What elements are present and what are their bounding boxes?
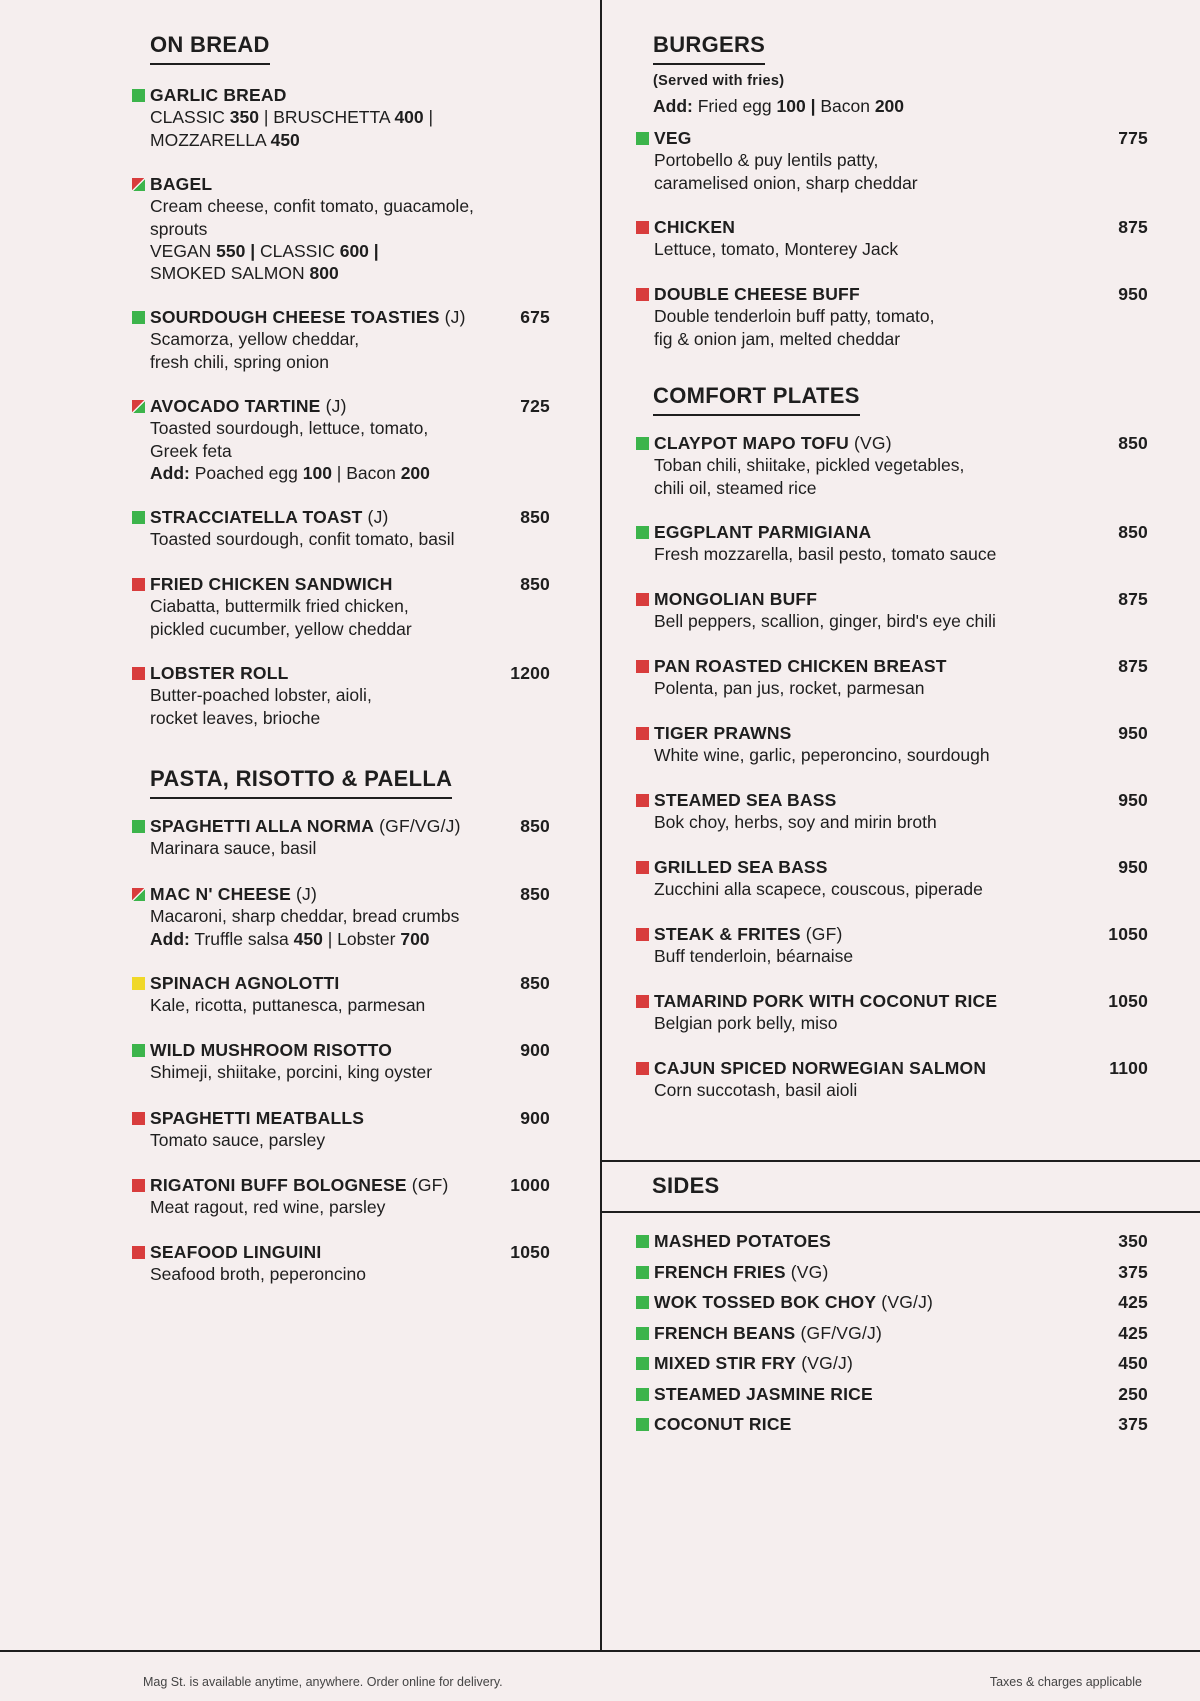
diet-marker-icon: [636, 794, 649, 807]
item-description-line: [150, 618, 550, 640]
burgers-add-price-2: 200: [874, 96, 905, 116]
item-name: CLAYPOT MAPO TOFU: [654, 433, 849, 453]
heading-on-bread: ON BREAD: [150, 32, 270, 65]
item-name: SPAGHETTI ALLA NORMA: [150, 816, 375, 836]
footer-left-text: Mag St. is available anytime, anywhere. Order online for delivery.: [143, 1675, 503, 1689]
heading-comfort-plates: COMFORT PLATES: [653, 383, 860, 416]
item-diet-tag: (VG): [785, 1261, 829, 1282]
item-name-row: [150, 883, 550, 905]
menu-item-mongolian-buff: [654, 588, 1148, 633]
item-price: 250: [1118, 1383, 1148, 1404]
diet-marker-icon: [636, 221, 649, 234]
item-description-line: [150, 106, 550, 128]
description-segment: Polenta, pan jus, rocket, parmesan: [654, 678, 925, 699]
description-segment: Kale, ricotta, puttanesca, parmesan: [150, 995, 426, 1016]
description-segment: Bell peppers, scallion, ginger, bird's eye chili: [654, 611, 996, 632]
description-segment: rocket leaves, brioche: [150, 707, 321, 728]
description-segment: Bok choy, herbs, soy and mirin broth: [654, 812, 937, 833]
menu-item-mac-n-cheese: [150, 883, 550, 950]
description-segment: Cream cheese, confit tomato, guacamole,: [150, 196, 474, 217]
item-name-row: [654, 432, 1148, 454]
item-diet-tag: (GF/VG/J): [795, 1322, 883, 1343]
diet-marker-icon: [132, 667, 145, 680]
menu-item-sourdough-cheese-toasties: [150, 306, 550, 373]
description-segment: Belgian pork belly, miso: [654, 1013, 838, 1034]
description-segment: Tomato sauce, parsley: [150, 1130, 326, 1151]
item-name: STEAMED JASMINE RICE: [654, 1383, 873, 1404]
description-segment: SMOKED SALMON: [150, 263, 310, 284]
description-segment: Seafood broth, peperoncino: [150, 1264, 366, 1285]
item-price: 850: [520, 574, 550, 594]
burgers-add-text-2: Bacon: [820, 96, 875, 116]
item-price: 900: [520, 1108, 550, 1128]
diet-marker-icon: [132, 977, 145, 990]
description-segment: |: [245, 240, 260, 261]
item-price: 900: [520, 1040, 550, 1060]
item-price: 850: [520, 973, 550, 993]
description-segment: 100: [302, 462, 332, 483]
item-diet-tag: (GF): [406, 1175, 449, 1195]
item-diet-tag: (J): [362, 507, 389, 527]
burgers-add-line: [653, 96, 904, 117]
item-description-line: [654, 811, 1148, 833]
item-name-row: [654, 1261, 1148, 1283]
item-price: 875: [1118, 656, 1148, 676]
menu-item-steak-frites: [654, 923, 1148, 968]
description-segment: Corn succotash, basil aioli: [654, 1080, 858, 1101]
item-name: EGGPLANT PARMIGIANA: [654, 522, 872, 542]
menu-item-steamed-jasmine-rice: [654, 1383, 1148, 1405]
item-name-row: [654, 1230, 1148, 1252]
description-segment: 450: [270, 129, 300, 150]
description-segment: |: [423, 107, 434, 128]
diet-marker-icon: [636, 526, 649, 539]
item-price: 725: [520, 396, 550, 416]
burgers-add-text-1: Fried egg: [692, 96, 777, 116]
diet-marker-icon: [636, 1327, 649, 1340]
item-diet-tag: (J): [439, 307, 466, 327]
item-name-row: [150, 84, 550, 106]
item-description-line: [654, 610, 1148, 632]
diet-marker-icon: [132, 400, 145, 413]
item-diet-tag: (GF): [800, 924, 843, 944]
item-name: WOK TOSSED BOK CHOY: [654, 1292, 877, 1312]
item-name-row: [654, 1291, 1148, 1313]
item-description-line: [150, 440, 550, 462]
diet-marker-icon: [636, 437, 649, 450]
item-name: SEAFOOD LINGUINI: [150, 1242, 322, 1262]
column-divider: [600, 0, 602, 1650]
item-price: 850: [520, 507, 550, 527]
item-description-line: [150, 328, 550, 350]
item-description-line: [654, 1079, 1148, 1101]
burgers-add-sep: |: [805, 96, 821, 116]
menu-item-french-beans: [654, 1322, 1148, 1344]
item-name: FRENCH BEANS: [654, 1322, 796, 1343]
item-name-row: [150, 662, 550, 684]
description-segment: Portobello & puy lentils patty,: [654, 150, 879, 171]
description-segment: Zucchini alla scapece, couscous, piperade: [654, 879, 983, 900]
menu-item-seafood-linguini: [150, 1241, 550, 1286]
item-description-line: [150, 928, 550, 950]
item-description-line: [654, 543, 1148, 565]
description-segment: Shimeji, shiitake, porcini, king oyster: [150, 1062, 433, 1083]
description-segment: Fresh mozzarella, basil pesto, tomato sauce: [654, 544, 997, 565]
heading-burgers: BURGERS: [653, 32, 765, 65]
item-description-line: [150, 351, 550, 373]
item-name-row: [654, 856, 1148, 878]
diet-marker-icon: [132, 888, 145, 901]
sides-bottom-divider: [601, 1211, 1200, 1213]
item-description-line: [150, 240, 550, 262]
description-segment: chili oil, steamed rice: [654, 477, 817, 498]
description-segment: 700: [400, 928, 430, 949]
item-description-line: [654, 477, 1148, 499]
item-name-row: [654, 283, 1148, 305]
footer-divider: [0, 1650, 1200, 1652]
item-name-row: [150, 972, 550, 994]
diet-marker-icon: [132, 820, 145, 833]
diet-marker-icon: [636, 995, 649, 1008]
diet-marker-icon: [132, 311, 145, 324]
item-name: COCONUT RICE: [654, 1414, 792, 1434]
item-name-row: [150, 395, 550, 417]
item-name-row: [654, 722, 1148, 744]
item-name: STRACCIATELLA TOAST: [150, 507, 363, 527]
item-name-row: [654, 127, 1148, 149]
item-price: 875: [1118, 217, 1148, 237]
description-segment: Toasted sourdough, lettuce, tomato,: [150, 418, 429, 439]
item-description-line: [654, 1012, 1148, 1034]
description-segment: Macaroni, sharp cheddar, bread crumbs: [150, 906, 460, 927]
item-description-line: [654, 945, 1148, 967]
diet-marker-icon: [132, 1179, 145, 1192]
diet-marker-icon: [636, 727, 649, 740]
item-description-line: [150, 195, 550, 217]
diet-marker-icon: [132, 578, 145, 591]
item-name: FRENCH FRIES: [654, 1261, 786, 1282]
item-description-line: [150, 707, 550, 729]
item-name-row: [654, 588, 1148, 610]
item-description-line: [150, 1196, 550, 1218]
item-name: WILD MUSHROOM RISOTTO: [150, 1040, 393, 1060]
item-name-row: [150, 1039, 550, 1061]
description-segment: Buff tenderloin, béarnaise: [654, 946, 854, 967]
menu-item-eggplant-parmigiana: [654, 521, 1148, 566]
menu-item-rigatoni-buff-bolognese: [150, 1174, 550, 1219]
description-segment: Double tenderloin buff patty, tomato,: [654, 306, 935, 327]
item-diet-tag: (VG): [848, 433, 892, 453]
menu-item-mixed-stir-fry: [654, 1352, 1148, 1374]
description-segment: MOZZARELLA: [150, 129, 271, 150]
item-diet-tag: (J): [320, 396, 347, 416]
item-name-row: [150, 1107, 550, 1129]
description-segment: White wine, garlic, peperoncino, sourdough: [654, 745, 990, 766]
description-segment: fresh chili, spring onion: [150, 351, 329, 372]
item-diet-tag: (J): [290, 884, 318, 904]
diet-marker-icon: [636, 593, 649, 606]
item-name: GRILLED SEA BASS: [654, 857, 828, 877]
item-price: 375: [1118, 1261, 1148, 1282]
item-name-row: [150, 1174, 550, 1196]
description-segment: Lettuce, tomato, Monterey Jack: [654, 239, 899, 260]
description-segment: Meat ragout, red wine, parsley: [150, 1197, 386, 1218]
menu-item-wild-mushroom-risotto: [150, 1039, 550, 1084]
description-segment: pickled cucumber, yellow cheddar: [150, 618, 412, 639]
item-price: 675: [520, 307, 550, 327]
diet-marker-icon: [636, 1357, 649, 1370]
heading-pasta: PASTA, RISOTTO & PAELLA: [150, 766, 452, 799]
item-name-row: [654, 216, 1148, 238]
burgers-add-label: Add:: [653, 96, 693, 116]
diet-marker-icon: [636, 288, 649, 301]
item-name: CHICKEN: [654, 217, 736, 237]
menu-item-bagel: [150, 173, 550, 284]
menu-item-garlic-bread: [150, 84, 550, 151]
diet-marker-icon: [132, 1246, 145, 1259]
footer-right-text: Taxes & charges applicable: [989, 1675, 1142, 1689]
description-segment: fig & onion jam, melted cheddar: [654, 328, 901, 349]
menu-item-steamed-sea-bass: [654, 789, 1148, 834]
item-name: AVOCADO TARTINE: [150, 396, 321, 416]
item-price: 375: [1118, 1414, 1148, 1434]
description-segment: CLASSIC: [150, 107, 230, 128]
item-name: LOBSTER ROLL: [150, 663, 289, 683]
description-segment: Truffle salsa: [189, 928, 294, 949]
item-description-line: [150, 684, 550, 706]
item-description-line: [150, 262, 550, 284]
diet-marker-icon: [636, 1418, 649, 1431]
description-segment: 200: [400, 462, 430, 483]
item-description-line: [150, 837, 550, 859]
item-name: CAJUN SPICED NORWEGIAN SALMON: [654, 1058, 987, 1078]
item-description-line: [654, 677, 1148, 699]
item-name: DOUBLE CHEESE BUFF: [654, 284, 860, 304]
item-price: 950: [1118, 723, 1148, 743]
item-name: MONGOLIAN BUFF: [654, 589, 818, 609]
menu-item-tamarind-pork-with-coconut-rice: [654, 990, 1148, 1035]
item-diet-tag: (VG/J): [796, 1353, 853, 1373]
diet-marker-icon: [132, 1112, 145, 1125]
item-name: MASHED POTATOES: [654, 1231, 832, 1251]
item-name: SPINACH AGNOLOTTI: [150, 973, 340, 993]
item-price: 850: [1118, 433, 1148, 453]
menu-item-spinach-agnolotti: [150, 972, 550, 1017]
diet-marker-icon: [636, 1388, 649, 1401]
description-segment: Add:: [150, 928, 190, 949]
menu-item-double-cheese-buff: [654, 283, 1148, 350]
item-price: 875: [1118, 589, 1148, 609]
item-price: 950: [1118, 284, 1148, 304]
menu-item-cajun-spiced-norwegian-salmon: [654, 1057, 1148, 1102]
menu-item-chicken: [654, 216, 1148, 261]
item-price: 1050: [1108, 924, 1148, 944]
diet-marker-icon: [636, 1296, 649, 1309]
item-price: 775: [1118, 128, 1148, 148]
item-name: FRIED CHICKEN SANDWICH: [150, 574, 393, 594]
item-name: BAGEL: [150, 174, 213, 194]
description-segment: Butter-poached lobster, aioli,: [150, 685, 372, 706]
item-description-line: [654, 149, 1148, 171]
item-description-line: [654, 238, 1148, 260]
description-segment: |: [368, 240, 379, 261]
item-name: PAN ROASTED CHICKEN BREAST: [654, 656, 947, 676]
diet-marker-icon: [132, 1044, 145, 1057]
menu-item-tiger-prawns: [654, 722, 1148, 767]
description-segment: Toban chili, shiitake, pickled vegetables,: [654, 455, 965, 476]
diet-marker-icon: [132, 511, 145, 524]
item-name: STEAMED SEA BASS: [654, 790, 837, 810]
description-segment: 600: [339, 240, 369, 261]
item-description-line: [150, 528, 550, 550]
item-description-line: [654, 878, 1148, 900]
item-name-row: [654, 1057, 1148, 1079]
item-description-line: [150, 218, 550, 240]
item-name: SOURDOUGH CHEESE TOASTIES: [150, 307, 440, 327]
item-description-line: [654, 744, 1148, 766]
description-segment: 800: [309, 263, 339, 284]
heading-sides: SIDES: [652, 1173, 720, 1198]
description-segment: 550: [216, 240, 246, 261]
item-description-line: [654, 305, 1148, 327]
item-price: 450: [1118, 1353, 1148, 1373]
item-name: MIXED STIR FRY: [654, 1353, 797, 1373]
menu-item-fried-chicken-sandwich: [150, 573, 550, 640]
item-price: 350: [1118, 1231, 1148, 1251]
item-price: 1200: [510, 663, 550, 683]
description-segment: | Lobster: [322, 928, 401, 949]
item-name-row: [654, 1352, 1148, 1374]
item-price: 950: [1118, 790, 1148, 810]
diet-marker-icon: [636, 861, 649, 874]
item-name-row: [654, 789, 1148, 811]
item-price: 850: [520, 884, 550, 904]
item-description-line: [654, 454, 1148, 476]
description-segment: VEGAN: [150, 240, 217, 261]
item-name-row: [654, 1322, 1148, 1344]
diet-marker-icon: [636, 1235, 649, 1248]
diet-marker-icon: [636, 928, 649, 941]
item-price: 850: [520, 816, 550, 836]
item-price: 1000: [510, 1175, 550, 1195]
item-description-line: [150, 1061, 550, 1083]
item-description-line: [654, 328, 1148, 350]
menu-item-wok-tossed-bok-choy: [654, 1291, 1148, 1313]
menu-item-avocado-tartine: [150, 395, 550, 484]
menu-item-grilled-sea-bass: [654, 856, 1148, 901]
item-description-line: [150, 1129, 550, 1151]
item-name: VEG: [654, 128, 692, 148]
item-name: MAC N' CHEESE: [150, 884, 291, 904]
description-segment: CLASSIC: [259, 240, 340, 261]
item-description-line: [150, 462, 550, 484]
description-segment: Poached egg: [189, 462, 303, 483]
item-name-row: [654, 990, 1148, 1012]
description-segment: Add:: [150, 462, 190, 483]
menu-item-pan-roasted-chicken-breast: [654, 655, 1148, 700]
item-description-line: [150, 129, 550, 151]
description-segment: Marinara sauce, basil: [150, 838, 317, 859]
diet-marker-icon: [636, 660, 649, 673]
description-segment: Toasted sourdough, confit tomato, basil: [150, 529, 455, 550]
menu-item-stracciatella-toast: [150, 506, 550, 551]
item-name-row: [150, 173, 550, 195]
item-name-row: [654, 1383, 1148, 1405]
description-segment: sprouts: [150, 218, 208, 239]
item-price: 425: [1118, 1322, 1148, 1343]
menu-item-mashed-potatoes: [654, 1230, 1148, 1252]
item-name-row: [150, 306, 550, 328]
item-description-line: [150, 1263, 550, 1285]
item-diet-tag: (GF/VG/J): [374, 816, 461, 836]
burgers-add-price-1: 100: [776, 96, 806, 116]
item-price: 1050: [510, 1242, 550, 1262]
item-description-line: [150, 595, 550, 617]
menu-item-veg: [654, 127, 1148, 194]
item-name-row: [654, 923, 1148, 945]
item-description-line: [654, 172, 1148, 194]
item-name: TIGER PRAWNS: [654, 723, 792, 743]
item-name-row: [150, 815, 550, 837]
menu-item-french-fries: [654, 1261, 1148, 1283]
diet-marker-icon: [132, 178, 145, 191]
menu-item-lobster-roll: [150, 662, 550, 729]
diet-marker-icon: [132, 89, 145, 102]
description-segment: 350: [229, 107, 259, 128]
item-name-row: [150, 506, 550, 528]
item-name: STEAK & FRITES: [654, 924, 801, 944]
description-segment: | BRUSCHETTA: [258, 107, 395, 128]
diet-marker-icon: [636, 1266, 649, 1279]
item-name-row: [654, 1413, 1148, 1435]
description-segment: caramelised onion, sharp cheddar: [654, 172, 918, 193]
menu-item-spaghetti-alla-norma: [150, 815, 550, 860]
item-price: 1050: [1108, 991, 1148, 1011]
description-segment: Ciabatta, buttermilk fried chicken,: [150, 596, 409, 617]
sides-top-divider: [601, 1160, 1200, 1162]
item-price: 950: [1118, 857, 1148, 877]
item-name: GARLIC BREAD: [150, 85, 287, 105]
item-description-line: [150, 417, 550, 439]
description-segment: 400: [394, 107, 424, 128]
item-description-line: [150, 994, 550, 1016]
item-name: SPAGHETTI MEATBALLS: [150, 1108, 365, 1128]
item-name: TAMARIND PORK WITH COCONUT RICE: [654, 991, 998, 1011]
item-price: 1100: [1109, 1058, 1148, 1078]
item-price: 850: [1118, 522, 1148, 542]
menu-item-coconut-rice: [654, 1413, 1148, 1435]
item-name-row: [150, 1241, 550, 1263]
item-name-row: [150, 573, 550, 595]
item-diet-tag: (VG/J): [876, 1292, 934, 1312]
diet-marker-icon: [636, 1062, 649, 1075]
item-price: 425: [1118, 1292, 1148, 1312]
menu-item-claypot-mapo-tofu: [654, 432, 1148, 499]
diet-marker-icon: [636, 132, 649, 145]
item-name-row: [654, 655, 1148, 677]
item-description-line: [150, 905, 550, 927]
description-segment: Scamorza, yellow cheddar,: [150, 329, 360, 350]
description-segment: 450: [293, 928, 323, 949]
menu-item-spaghetti-meatballs: [150, 1107, 550, 1152]
burgers-note: (Served with fries): [653, 73, 785, 89]
description-segment: | Bacon: [331, 462, 401, 483]
item-name: RIGATONI BUFF BOLOGNESE: [150, 1175, 407, 1195]
description-segment: Greek feta: [150, 440, 232, 461]
item-name-row: [654, 521, 1148, 543]
